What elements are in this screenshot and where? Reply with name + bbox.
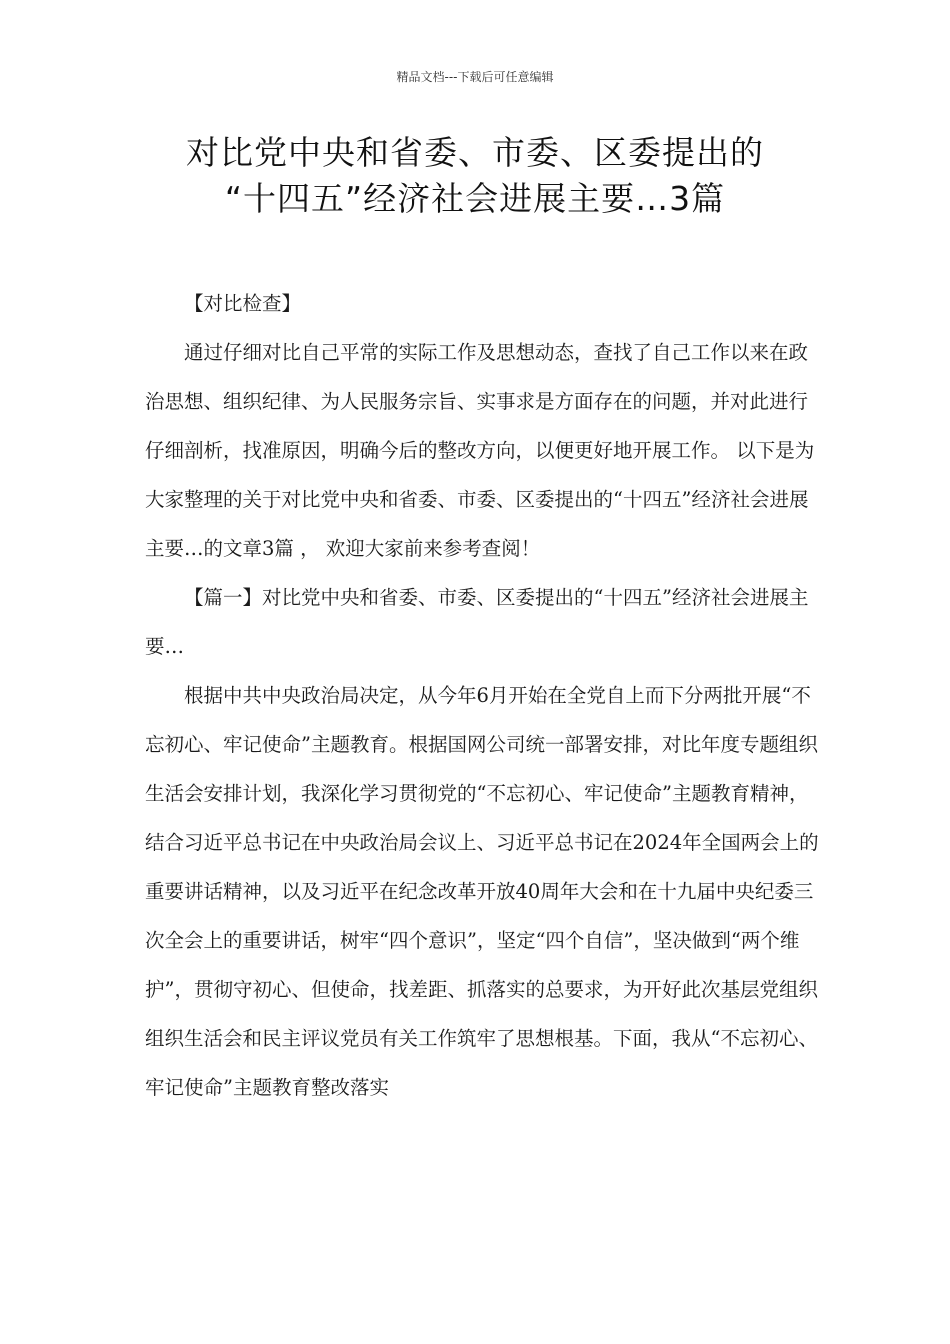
document-body	[145, 279, 825, 1112]
title-line-2: “十四五”经济社会进展主要…3篇	[224, 179, 726, 218]
document-title	[110, 130, 840, 222]
article-one-paragraph: 根据中共中央政治局决定，从今年6月开始在全党自上而下分两批开展“不忘初心、牢记使命”主题教育。根据国网公司统一部署安排，对比年度专题组织生活会安排计划，我深化学习贯彻党的“不忘初心、牢记使命”主题教育精神，结合习近平总书记在中央政治局会议上、习近平总书记在2024年全国两会上的重要讲话精神，以及习近平在纪念改革开放40周年大会和在十九届中央纪委三次全会上的重要讲话，树牢“四个意识”，坚定“四个自信”，坚决做到“两个维护”，贯彻守初心、但使命，找差距、抓落实的总要求，为开好此次基层党组织组织生活会和民主评议党员有关工作筑牢了思想根基。下面，我从“不忘初心、牢记使命”主题教育整改落实	[145, 684, 819, 1099]
title-line-1: 对比党中央和省委、市委、区委提出的	[186, 133, 764, 172]
intro-paragraph: 通过仔细对比自己平常的实际工作及思想动态，查找了自己工作以来在政治思想、组织纪律、为人民服务宗旨、实事求是方面存在的问题，并对此进行仔细剖析，找准原因，明确今后的整改方向，以便更好地开展工作。 以下是为大家整理的关于对比党中央和省委、市委、区委提出的“十四五”经济社会进展主要…的文章3篇 ， 欢迎大家前来参考查阅！	[145, 341, 815, 560]
section-heading-comparison: 【对比检查】	[184, 292, 302, 315]
page-header: 精品文档---下载后可任意编辑	[396, 70, 554, 84]
article-one-heading: 【篇一】对比党中央和省委、市委、区委提出的“十四五”经济社会进展主要…	[145, 586, 809, 658]
